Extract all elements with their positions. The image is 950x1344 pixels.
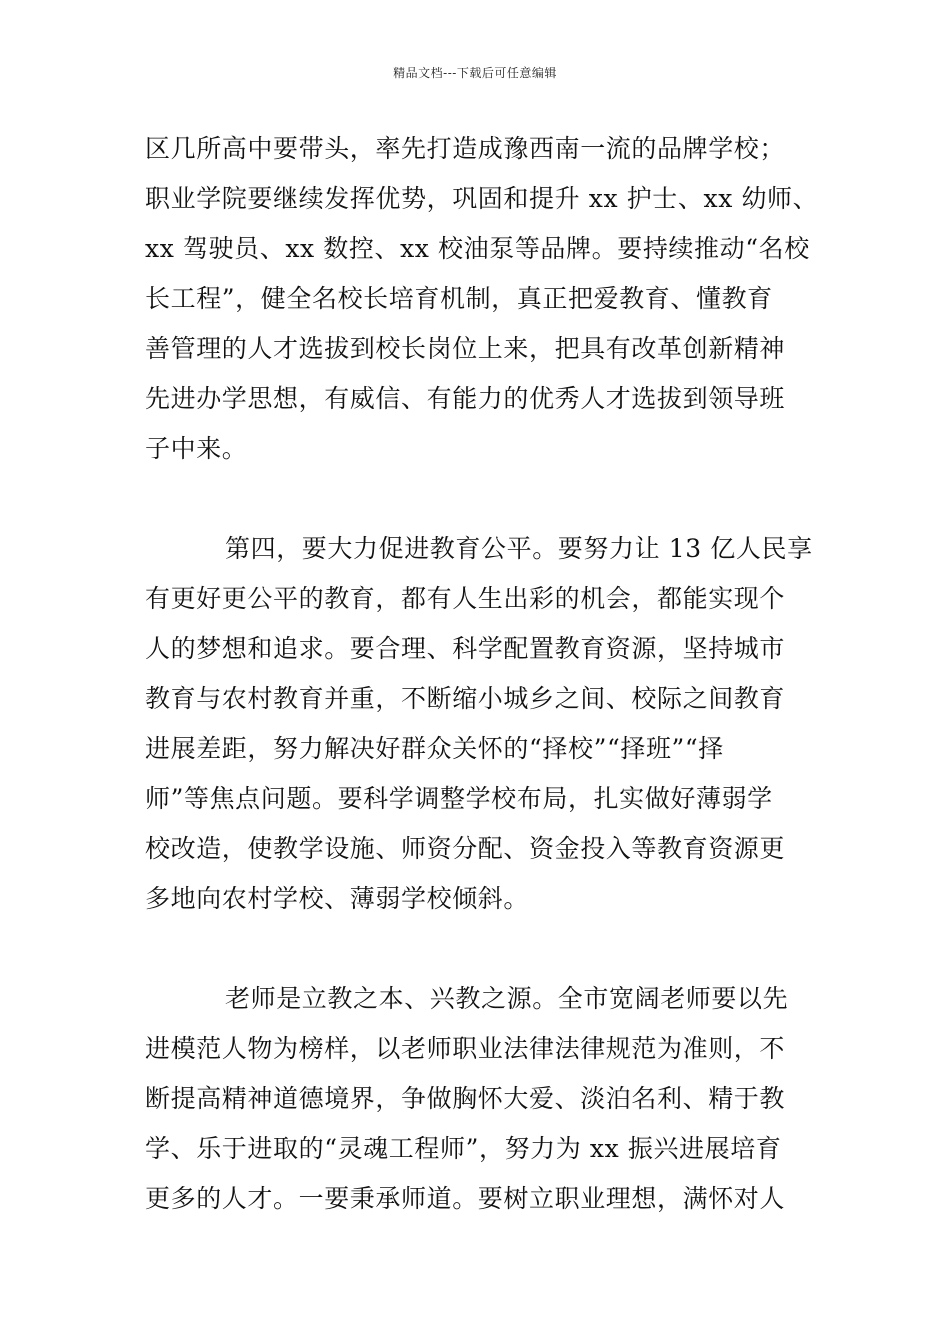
paragraph-gap: [145, 474, 815, 524]
text-line: xx 驾驶员、xx 数控、xx 校油泵等品牌。要持续推动“名校: [145, 234, 810, 263]
text-line: 校改造，使教学设施、师资分配、资金投入等教育资源更: [145, 834, 786, 863]
text-line: 区几所高中要带头，率先打造成豫西南一流的品牌学校；: [145, 134, 786, 163]
paragraph-3: [145, 974, 815, 1224]
text-line: 职业学院要继续发挥优势，巩固和提升 xx 护士、xx 幼师、: [145, 184, 819, 213]
text-line: 长工程”，健全名校长培育机制，真正把爱教育、懂教育: [145, 284, 773, 313]
page-header: 精品文档---下载后可任意编辑: [393, 66, 557, 80]
text-line: 子中来。: [145, 434, 248, 463]
text-line: 学、乐于进取的“灵魂工程师”，努力为 xx 振兴进展培育: [145, 1134, 782, 1163]
text-line: 进模范人物为榜样，以老师职业法律法律规范为准则，不: [145, 1034, 786, 1063]
paragraph-gap: [145, 924, 815, 974]
paragraph-1: [145, 124, 819, 474]
text-line: 多地向农村学校、薄弱学校倾斜。: [145, 884, 530, 913]
text-line: 有更好更公平的教育，都有人生出彩的机会，都能实现个: [145, 584, 786, 613]
text-line: 更多的人才。一要秉承师道。要树立职业理想，满怀对人: [145, 1184, 786, 1213]
text-line: 人的梦想和追求。要合理、科学配置教育资源，坚持城市: [145, 634, 786, 663]
text-line: 老师是立教之本、兴教之源。全市宽阔老师要以先: [225, 984, 789, 1013]
text-line: 第四，要大力促进教育公平。要努力让 13 亿人民享: [225, 534, 813, 563]
text-line: 先进办学思想，有威信、有能力的优秀人才选拔到领导班: [145, 384, 786, 413]
text-line: 进展差距，努力解决好群众关怀的“择校”“择班”“择: [145, 734, 724, 763]
text-line: 教育与农村教育并重，不断缩小城乡之间、校际之间教育: [145, 684, 786, 713]
text-line: 善管理的人才选拔到校长岗位上来，把具有改革创新精神: [145, 334, 786, 363]
text-line: 师”等焦点问题。要科学调整学校布局，扎实做好薄弱学: [145, 784, 773, 813]
paragraph-2: [145, 524, 815, 924]
text-line: 断提高精神道德境界，争做胸怀大爱、淡泊名利、精于教: [145, 1084, 786, 1113]
document-body: [145, 124, 819, 1224]
